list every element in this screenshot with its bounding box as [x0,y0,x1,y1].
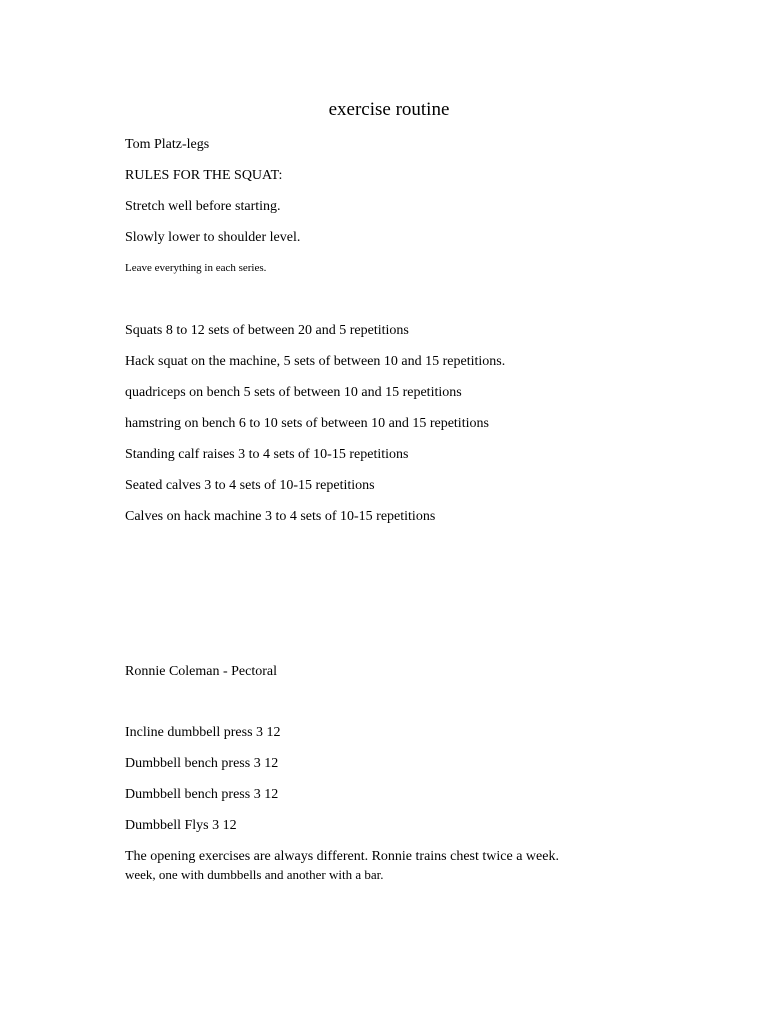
legs-exercise-hamstring: hamstring on bench 6 to 10 sets of between 10 and 15 repetitions [125,416,489,431]
legs-exercise-seated-calves: Seated calves 3 to 4 sets of 10-15 repetitions [125,478,375,493]
squat-rule-effort: Leave everything in each series. [125,262,267,274]
chest-exercise-bench-press-1: Dumbbell bench press 3 12 [125,756,279,771]
chest-exercise-bench-press-2: Dumbbell bench press 3 12 [125,787,279,802]
legs-exercise-standing-calf: Standing calf raises 3 to 4 sets of 10-15 repetitions [125,447,409,462]
chest-note-line-2: week, one with dumbbells and another with a bar. [125,867,384,882]
chest-training-note [125,848,745,884]
chest-exercise-flys: Dumbbell Flys 3 12 [125,818,237,833]
chest-section-heading: Ronnie Coleman - Pectoral [125,664,278,679]
legs-section-heading: Tom Platz-legs [125,137,210,152]
squat-rule-lower: Slowly lower to shoulder level. [125,230,301,245]
legs-exercise-squats: Squats 8 to 12 sets of between 20 and 5 repetitions [125,323,409,338]
chest-note-line-1: The opening exercises are always different. Ronnie trains chest twice a week. [125,849,559,864]
squat-rule-stretch: Stretch well before starting. [125,199,281,214]
legs-exercise-quadriceps: quadriceps on bench 5 sets of between 10 and 15 repetitions [125,385,462,400]
legs-exercise-hack-calves: Calves on hack machine 3 to 4 sets of 10-15 repetitions [125,509,436,524]
legs-exercise-hack-squat: Hack squat on the machine, 5 sets of between 10 and 15 repetitions. [125,354,506,369]
chest-exercise-incline-press: Incline dumbbell press 3 12 [125,725,281,740]
squat-rules-heading: RULES FOR THE SQUAT: [125,168,283,183]
document-title: exercise routine [328,99,450,120]
